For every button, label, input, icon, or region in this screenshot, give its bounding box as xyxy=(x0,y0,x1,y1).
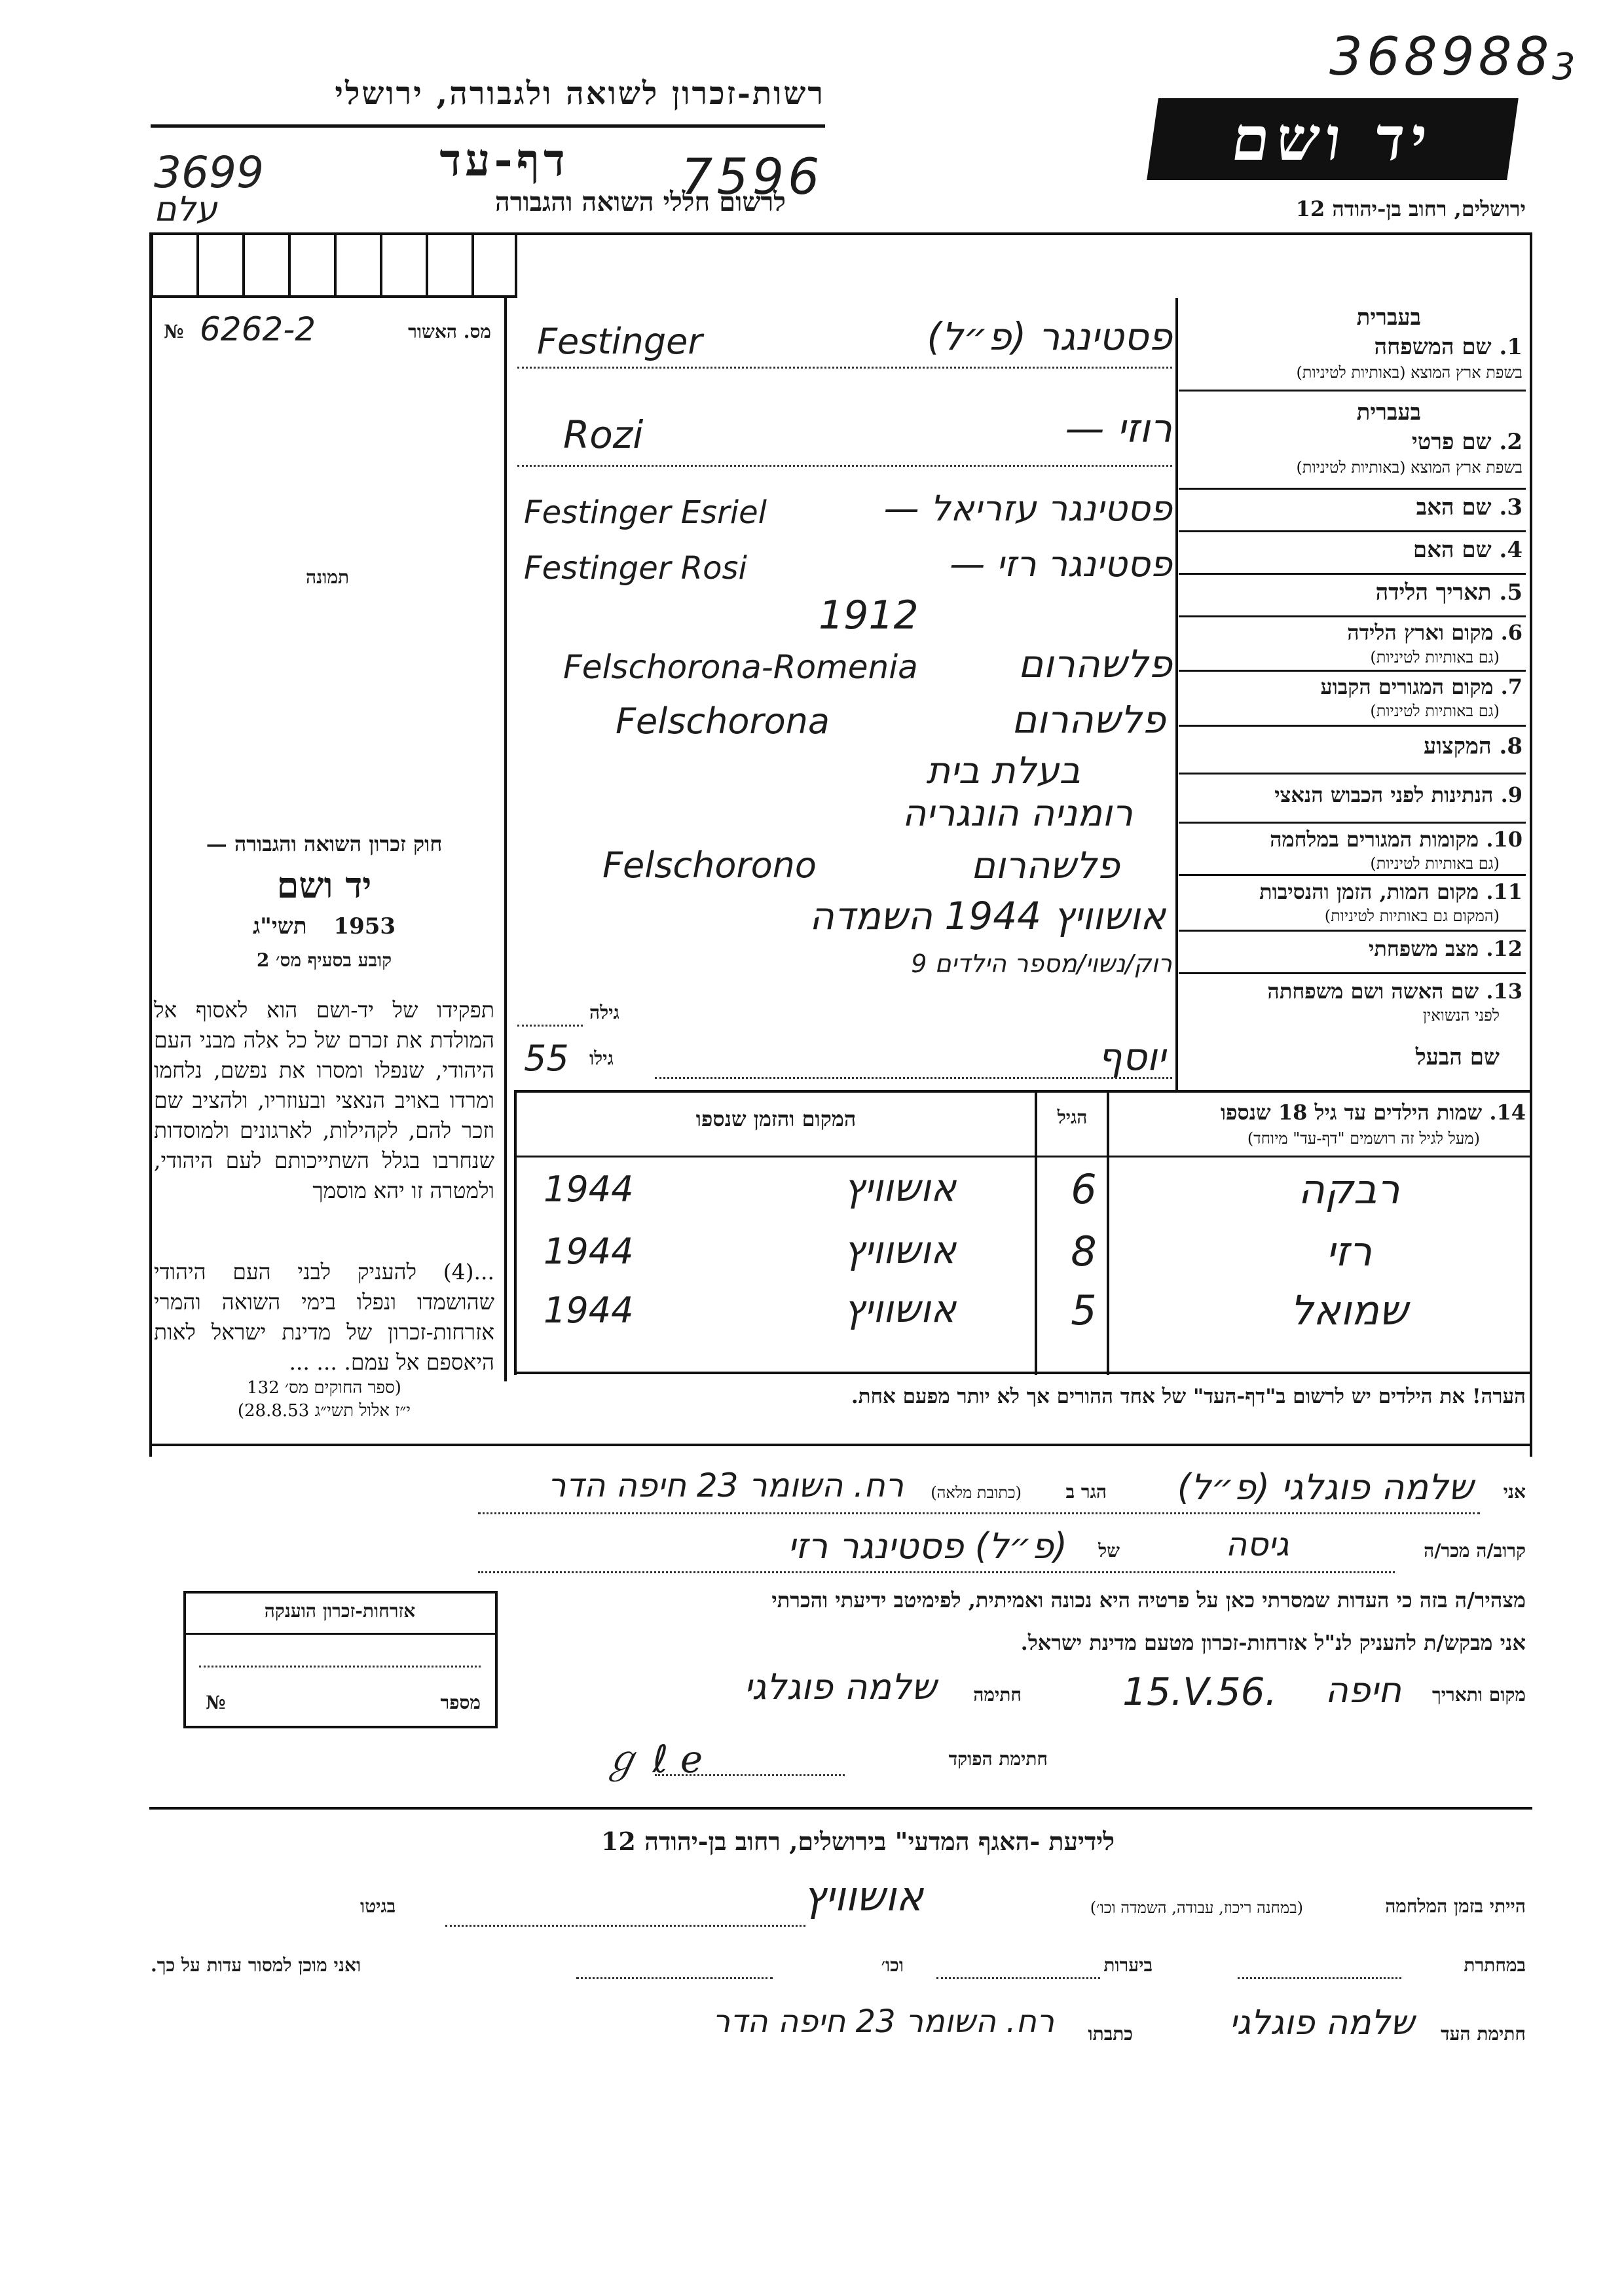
mother-name-latin: Festinger Rosi xyxy=(524,550,747,587)
father-name-latin: Festinger Esriel xyxy=(524,494,767,531)
child-age: 6 xyxy=(1071,1165,1097,1213)
citizenship: רומניה הונגריה xyxy=(902,792,1133,835)
child-place: אושוויץ xyxy=(843,1228,956,1272)
approval-label: מס. האשור xyxy=(408,321,491,342)
footer-wartime-value: אושוויץ xyxy=(803,1872,923,1920)
surname-latin: Festinger xyxy=(537,321,703,362)
yad-vashem-logo xyxy=(1147,98,1519,180)
of-label: של xyxy=(1098,1540,1120,1561)
photo-label: תמונה xyxy=(305,566,350,588)
child-name: רזי xyxy=(1325,1228,1373,1275)
birthplace-hebrew: פלשהרום xyxy=(1018,642,1172,686)
left-handwritten-number: 3699 xyxy=(154,147,264,198)
witness-signature-label: חתימת העד xyxy=(1441,2023,1526,2045)
wartime-residence-hebrew: פלשהרום xyxy=(970,845,1120,887)
header-rule xyxy=(151,124,825,128)
declaration-statement-2: אני מבקש/ת להעניק לנ"ל אזרחות-זכרון מטעם מדינת ישראל. xyxy=(1020,1630,1526,1655)
frame-right xyxy=(1530,232,1532,1457)
field-2-label xyxy=(1412,429,1522,455)
page-mark: 3 xyxy=(1552,46,1576,88)
child-row xyxy=(517,1283,1529,1345)
residence-hebrew: פלשהרום xyxy=(1011,697,1166,742)
field-11-label: 11. מקום המות, הזמן והנסיבות xyxy=(1259,879,1522,904)
child-place: אושוויץ xyxy=(843,1165,956,1210)
law-name: יד ושם xyxy=(276,864,372,906)
witness-address: רח. השומר 23 חיפה הדר xyxy=(712,2003,1054,2040)
child-place: אושוויץ xyxy=(843,1286,956,1331)
child-row xyxy=(517,1224,1529,1286)
citizenship-number-label: מספר xyxy=(440,1692,481,1713)
declarant-name: שלמה פוגלגי (פ״ל) xyxy=(1177,1467,1473,1508)
father-name-hebrew: פסטינגר עזריאל — xyxy=(883,488,1172,529)
law-reference-2: י״ז אלול תשי״ג 28.8.53) xyxy=(237,1401,411,1421)
husband-name: יוסף xyxy=(1098,1034,1166,1079)
citizenship-box xyxy=(183,1591,498,1728)
child-name: שמואל xyxy=(1290,1286,1408,1334)
declaration-ani: אני xyxy=(1503,1481,1526,1503)
declaration-line-2 xyxy=(151,1525,1526,1578)
law-text: תפקידו של יד-ושם הוא לאסוף אל המולדת את זכרם של כל אלה מבני העם היהודי, שנפלו ומסרו את נפשם, נלחמו ומרדו באויב הנאצי ובעוזריו, ולהציב שם וזכר להם, לקהילות, לארגונים ולמוסדות שנחרבו בגלל השתייכותם לעם היהודי, ולמטרה זו יהא מוסמך xyxy=(154,997,494,1203)
footer-line-3 xyxy=(151,2003,1526,2062)
declaration-line-1 xyxy=(151,1467,1526,1519)
residing-label: הגר ב xyxy=(1065,1481,1107,1503)
authority-line: רשות-זכרון לשואה ולגבורה, ירושלי xyxy=(335,75,825,112)
children-note: הערה! את הילדים יש לרשום ב"דף-העד" של אחד ההורים אך לא יותר מפעם אחת. xyxy=(851,1385,1526,1408)
field-10-sub: (גם באותיות לטיניות) xyxy=(1370,854,1500,873)
wife-age-label: גילה xyxy=(589,1002,619,1023)
witness-signature: שלמה פוגלגי xyxy=(1229,2003,1414,2043)
law-year-hebrew: תשי"ג xyxy=(252,913,307,939)
divider-label-col xyxy=(1175,298,1178,1090)
registration-boxes xyxy=(151,232,517,298)
relative-label: קרוב/ה מכר/ה xyxy=(1424,1540,1526,1561)
officer-signature-label: חתימת הפוקד xyxy=(948,1748,1048,1770)
approval-number: 6262-2 xyxy=(200,310,316,348)
child-name: רבקה xyxy=(1298,1165,1400,1213)
logo-address: ירושלים, רחוב בן-יהודה 12 xyxy=(1295,196,1526,221)
children-age-header: הגיל xyxy=(1057,1106,1088,1128)
field-11-sub: (המקום גם באותיות לטיניות) xyxy=(1324,907,1500,925)
frame-left xyxy=(149,232,152,1457)
place-value: חיפה xyxy=(1325,1669,1401,1711)
field-7-sub: (גם באותיות לטיניות) xyxy=(1370,702,1500,720)
field-1-sub: בשפת ארץ המוצא (באותיות לטיניות) xyxy=(1296,363,1522,382)
top-frame-rule xyxy=(151,232,1532,235)
husband-age: 55 xyxy=(524,1038,569,1079)
field-2-name: שם פרטי xyxy=(1411,429,1492,455)
officer-scribble: ℊ ℓ ℯ xyxy=(602,1737,703,1781)
law-clause: קובע בסעיף מס׳ 2 xyxy=(256,949,392,971)
law-title: חוק זכרון השואה והגבורה — xyxy=(206,831,443,856)
declarant-address: רח. השומר 23 חיפה הדר xyxy=(547,1467,904,1504)
children-num: 14. xyxy=(1489,1100,1526,1125)
given-name-latin: Rozi xyxy=(563,412,644,457)
left-handwritten-note: עלם xyxy=(154,190,217,229)
footer-wartime-label: הייתי בזמן המלחמה xyxy=(1385,1895,1526,1917)
footer-ready-label: ואני מוכן למסור עדות על כך. xyxy=(151,1954,361,1976)
approval-number-row xyxy=(164,310,491,354)
field-13-label: 13. שם האשה ושם משפחתה xyxy=(1267,979,1522,1004)
field-8-label: 8. המקצוע xyxy=(1423,733,1522,759)
children-title xyxy=(1113,1100,1526,1125)
citizenship-number-prefix: № xyxy=(206,1692,226,1713)
footer-underground-label: במחתרת xyxy=(1464,1954,1526,1976)
field-10-label: 10. מקומות המגורים במלחמה xyxy=(1270,827,1522,852)
children-title-text: שמות הילדים עד גיל 18 שנספו xyxy=(1220,1100,1483,1125)
law-year: 1953 xyxy=(333,913,396,939)
surname-hebrew: פסטינגר (פ״ל) xyxy=(927,314,1172,359)
law-year-row xyxy=(157,913,491,942)
wartime-residence-latin: Felschorono xyxy=(602,845,817,886)
child-age: 8 xyxy=(1071,1228,1097,1275)
law-reference-1: (ספר החוקים מס׳ 132 xyxy=(247,1378,401,1398)
field-9-label: 9. הנתינות לפני הכבוש הנאצי xyxy=(1274,782,1522,807)
logo-text: יד ושם xyxy=(1227,103,1438,174)
field-1-label xyxy=(1375,334,1522,360)
place-date-label: מקום ותאריך xyxy=(1431,1684,1526,1705)
field-2-num: 2. xyxy=(1499,429,1522,455)
birth-date: 1912 xyxy=(819,592,919,638)
field-5-label: 5. תאריך הלידה xyxy=(1375,579,1522,606)
full-address-label: (כתובת מלאה) xyxy=(931,1484,1022,1502)
birthplace-latin: Felschorona-Romenia xyxy=(563,648,918,686)
field-labels xyxy=(1179,298,1526,1090)
children-place-header: המקום והזמן שנספו xyxy=(695,1106,857,1131)
law-text-2: ...(4) להעניק לבני העם היהודי שהושמדו ונפלו בימי השואה והמרי אזרחות-זכרון של מדינת ישראל לאות היאספם אל עמם. ... ... xyxy=(154,1259,494,1375)
profession: בעלת בית xyxy=(926,750,1080,792)
center-handwritten-number: 7596 xyxy=(681,147,824,206)
footer-forests-label: ביערות xyxy=(1103,1954,1153,1976)
child-year: 1944 xyxy=(544,1231,634,1272)
citizenship-title: אזרחות-זכרון הוענקה xyxy=(264,1600,416,1622)
form-title: דף-עד xyxy=(439,134,569,187)
residence-latin: Felschorona xyxy=(616,701,830,742)
date-value: 15.V.56. xyxy=(1122,1669,1277,1714)
field-12-label: 12. מצב משפחתי xyxy=(1369,936,1522,961)
archive-number: 368988 xyxy=(1329,26,1553,87)
field-4-label: 4. שם האם xyxy=(1412,537,1522,563)
mother-name-hebrew: פסטינגר רזי — xyxy=(950,543,1172,585)
husband-label: שם הבעל xyxy=(1415,1044,1500,1070)
declaration-statement-1: מצהיר/ה בזה כי העדות שמסרתי כאן על פרטיה היא נכונה ואמיתית, לפימיטב ידיעתי והכרתי xyxy=(771,1588,1526,1613)
footer-title: לידיעת -האגף המדעי" בירושלים, רחוב בן-יהודה 12 xyxy=(600,1827,1115,1856)
marital-status: רוק/נשוי/מספר הילדים 9 xyxy=(911,949,1172,978)
footer-wartime-sub: (במחנה ריכוז, עבודה, השמדה וכו׳) xyxy=(1090,1899,1303,1917)
child-year: 1944 xyxy=(544,1290,634,1331)
footer-line-1 xyxy=(151,1872,1526,1931)
child-year: 1944 xyxy=(544,1169,634,1210)
child-row xyxy=(517,1162,1529,1224)
husband-age-label: גילו xyxy=(589,1048,614,1069)
witness-address-label: כתבתו xyxy=(1088,2023,1133,2045)
field-6-label: 6. מקום וארץ הלידה xyxy=(1347,620,1522,645)
signature-label: חתימה xyxy=(973,1684,1022,1705)
field-1-name: שם המשפחה xyxy=(1374,334,1492,360)
footer-etc-label: וכו׳ xyxy=(881,1954,904,1976)
child-age: 5 xyxy=(1071,1286,1097,1334)
field-1-num: 1. xyxy=(1499,334,1522,360)
divider-left-col xyxy=(504,298,507,1381)
field-7-label: 7. מקום המגורים הקבוע xyxy=(1320,674,1522,699)
footer-ghetto-label: בגיטו xyxy=(360,1895,396,1917)
of-name: (פ״ל) פסטינגר רזי xyxy=(787,1525,1067,1567)
relation-value: גיסה xyxy=(1225,1525,1289,1563)
field-1-tag: בעברית xyxy=(1356,304,1421,331)
citizenship-number-row xyxy=(206,1692,481,1718)
field-2-tag: בעברית xyxy=(1356,399,1421,426)
signature-value: שלמה פוגלגי xyxy=(744,1666,936,1707)
field-13-sub: לפני הנשואין xyxy=(1422,1006,1500,1025)
place-of-death: אושוויץ 1944 השמדה xyxy=(809,894,1166,938)
approval-prefix: № xyxy=(164,321,184,342)
form-subtitle: לרשום חללי השואה והגבורה xyxy=(494,187,786,217)
declaration-line-place xyxy=(458,1666,1526,1722)
field-3-label: 3. שם האב xyxy=(1416,494,1522,520)
footer-line-2 xyxy=(151,1941,1526,1987)
field-2-sub: בשפת ארץ המוצא (באותיות לטיניות) xyxy=(1296,458,1522,477)
field-6-sub: (גם באותיות לטיניות) xyxy=(1370,648,1500,666)
children-subtitle: (מעל לגיל זה רושמים "דף-עד" מיוחד) xyxy=(1247,1129,1480,1148)
given-name-hebrew: רוזי — xyxy=(1065,406,1172,452)
